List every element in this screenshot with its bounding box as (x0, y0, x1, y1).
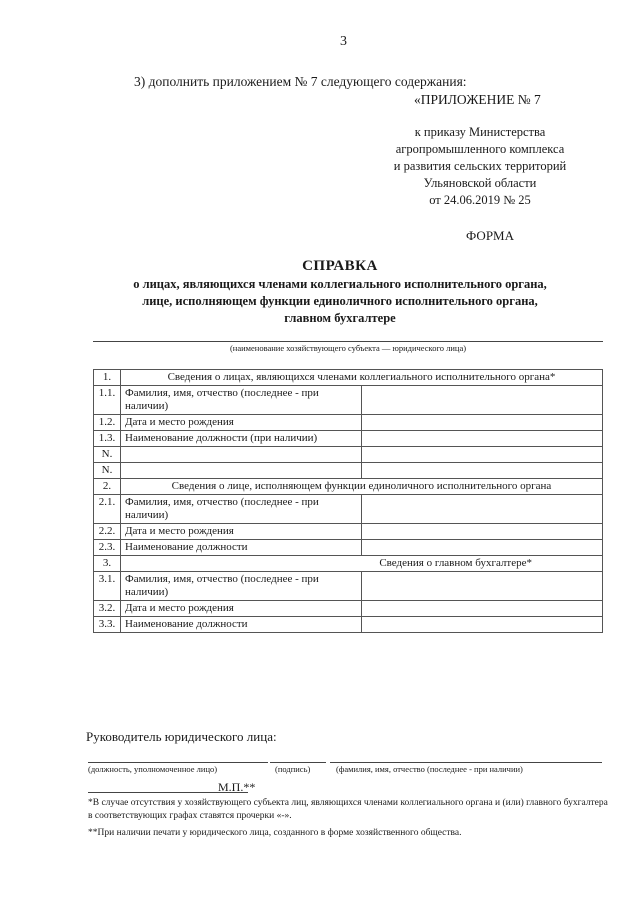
field-label: Фамилия, имя, отчество (последнее - при наличии) (121, 495, 362, 524)
signature-caption: (подпись) (275, 764, 311, 774)
field-label: Дата и место рождения (121, 524, 362, 540)
info-table (93, 369, 603, 633)
field-label: Наименование должности (121, 540, 362, 556)
field-label: Наименование должности (при наличии) (121, 431, 362, 447)
table-row (94, 540, 603, 556)
table-section-row (94, 556, 603, 572)
row-number: 2.3. (94, 540, 121, 556)
field-value[interactable] (362, 601, 603, 617)
field-value[interactable] (362, 386, 603, 415)
section-heading: Сведения о главном бухгалтере* (121, 556, 603, 572)
table-row (94, 617, 603, 633)
page-number: 3 (340, 34, 347, 49)
field-value[interactable] (362, 463, 603, 479)
name-caption: (фамилия, имя, отчество (последнее - при наличии) (336, 764, 523, 774)
table-row (94, 495, 603, 524)
field-value[interactable] (362, 617, 603, 633)
row-number: 1.1. (94, 386, 121, 415)
field-label: Фамилия, имя, отчество (последнее - при наличии) (121, 386, 362, 415)
row-number: 3.1. (94, 572, 121, 601)
order-line: от 24.06.2019 № 25 (429, 193, 531, 207)
field-label: Дата и место рождения (121, 601, 362, 617)
order-line: агропромышленного комплекса (395, 142, 565, 156)
row-number: 3.3. (94, 617, 121, 633)
table-row (94, 431, 603, 447)
table-section-row (94, 370, 603, 386)
footnote-1: *В случае отсутствия у хозяйствующего субъекта лиц, являющихся членами коллегиального органа и (или) главного бухгалтера в соответствующих графах ставятся прочерки «-». (88, 798, 608, 821)
field-value[interactable] (362, 524, 603, 540)
table-row (94, 415, 603, 431)
field-label: Наименование должности (121, 617, 362, 633)
field-label (121, 463, 362, 479)
position-caption: (должность, уполномоченное лицо) (88, 764, 218, 774)
row-number: N. (94, 447, 121, 463)
order-line: и развития сельских территорий (393, 159, 567, 173)
document-title: СПРАВКА (302, 258, 378, 274)
field-value[interactable] (362, 415, 603, 431)
table-row (94, 386, 603, 415)
row-number: 2.2. (94, 524, 121, 540)
row-number: 2. (94, 479, 121, 495)
field-value[interactable] (362, 572, 603, 601)
entity-caption: (наименование хозяйствующего субъекта — юридического лица) (229, 343, 467, 353)
order-line: Ульяновской области (423, 176, 537, 190)
position-line (88, 762, 268, 763)
form-label: ФОРМА (466, 228, 514, 243)
field-value[interactable] (362, 540, 603, 556)
order-reference (380, 124, 580, 209)
row-number: 1.2. (94, 415, 121, 431)
signature-line (270, 762, 326, 763)
row-number: 3. (94, 556, 121, 572)
row-number: 2.1. (94, 495, 121, 524)
field-label: Фамилия, имя, отчество (последнее - при наличии) (121, 572, 362, 601)
head-label: Руководитель юридического лица: (86, 729, 277, 744)
subtitle-line: лице, исполняющем функции единоличного исполнительного органа, (142, 294, 538, 308)
row-number: 3.2. (94, 601, 121, 617)
row-number: N. (94, 463, 121, 479)
table-row (94, 524, 603, 540)
field-label (121, 447, 362, 463)
appendix-title: «ПРИЛОЖЕНИЕ № 7 (414, 92, 541, 107)
table-row (94, 572, 603, 601)
entity-name-line (93, 341, 603, 342)
section-heading: Сведения о лице, исполняющем функции единоличного исполнительного органа (121, 479, 603, 495)
table-row (94, 601, 603, 617)
field-value[interactable] (362, 447, 603, 463)
row-number: 1. (94, 370, 121, 386)
table-row (94, 447, 603, 463)
footnote-2: **При наличии печати у юридического лица, созданного в форме хозяйственного общества. (88, 828, 462, 838)
section-heading: Сведения о лицах, являющихся членами коллегиального исполнительного органа* (121, 370, 603, 386)
document-subtitle (80, 276, 600, 327)
subtitle-line: о лицах, являющихся членами коллегиального исполнительного органа, (133, 277, 547, 291)
order-line: к приказу Министерства (414, 125, 546, 139)
row-number: 1.3. (94, 431, 121, 447)
stamp-place: М.П.** (218, 780, 256, 794)
field-value[interactable] (362, 431, 603, 447)
subtitle-line: главном бухгалтере (284, 311, 396, 325)
field-value[interactable] (362, 495, 603, 524)
field-label: Дата и место рождения (121, 415, 362, 431)
footnote-separator (88, 792, 248, 793)
table-section-row (94, 479, 603, 495)
intro-text: 3) дополнить приложением № 7 следующего содержания: (134, 74, 467, 89)
name-line (330, 762, 602, 763)
table-row (94, 463, 603, 479)
